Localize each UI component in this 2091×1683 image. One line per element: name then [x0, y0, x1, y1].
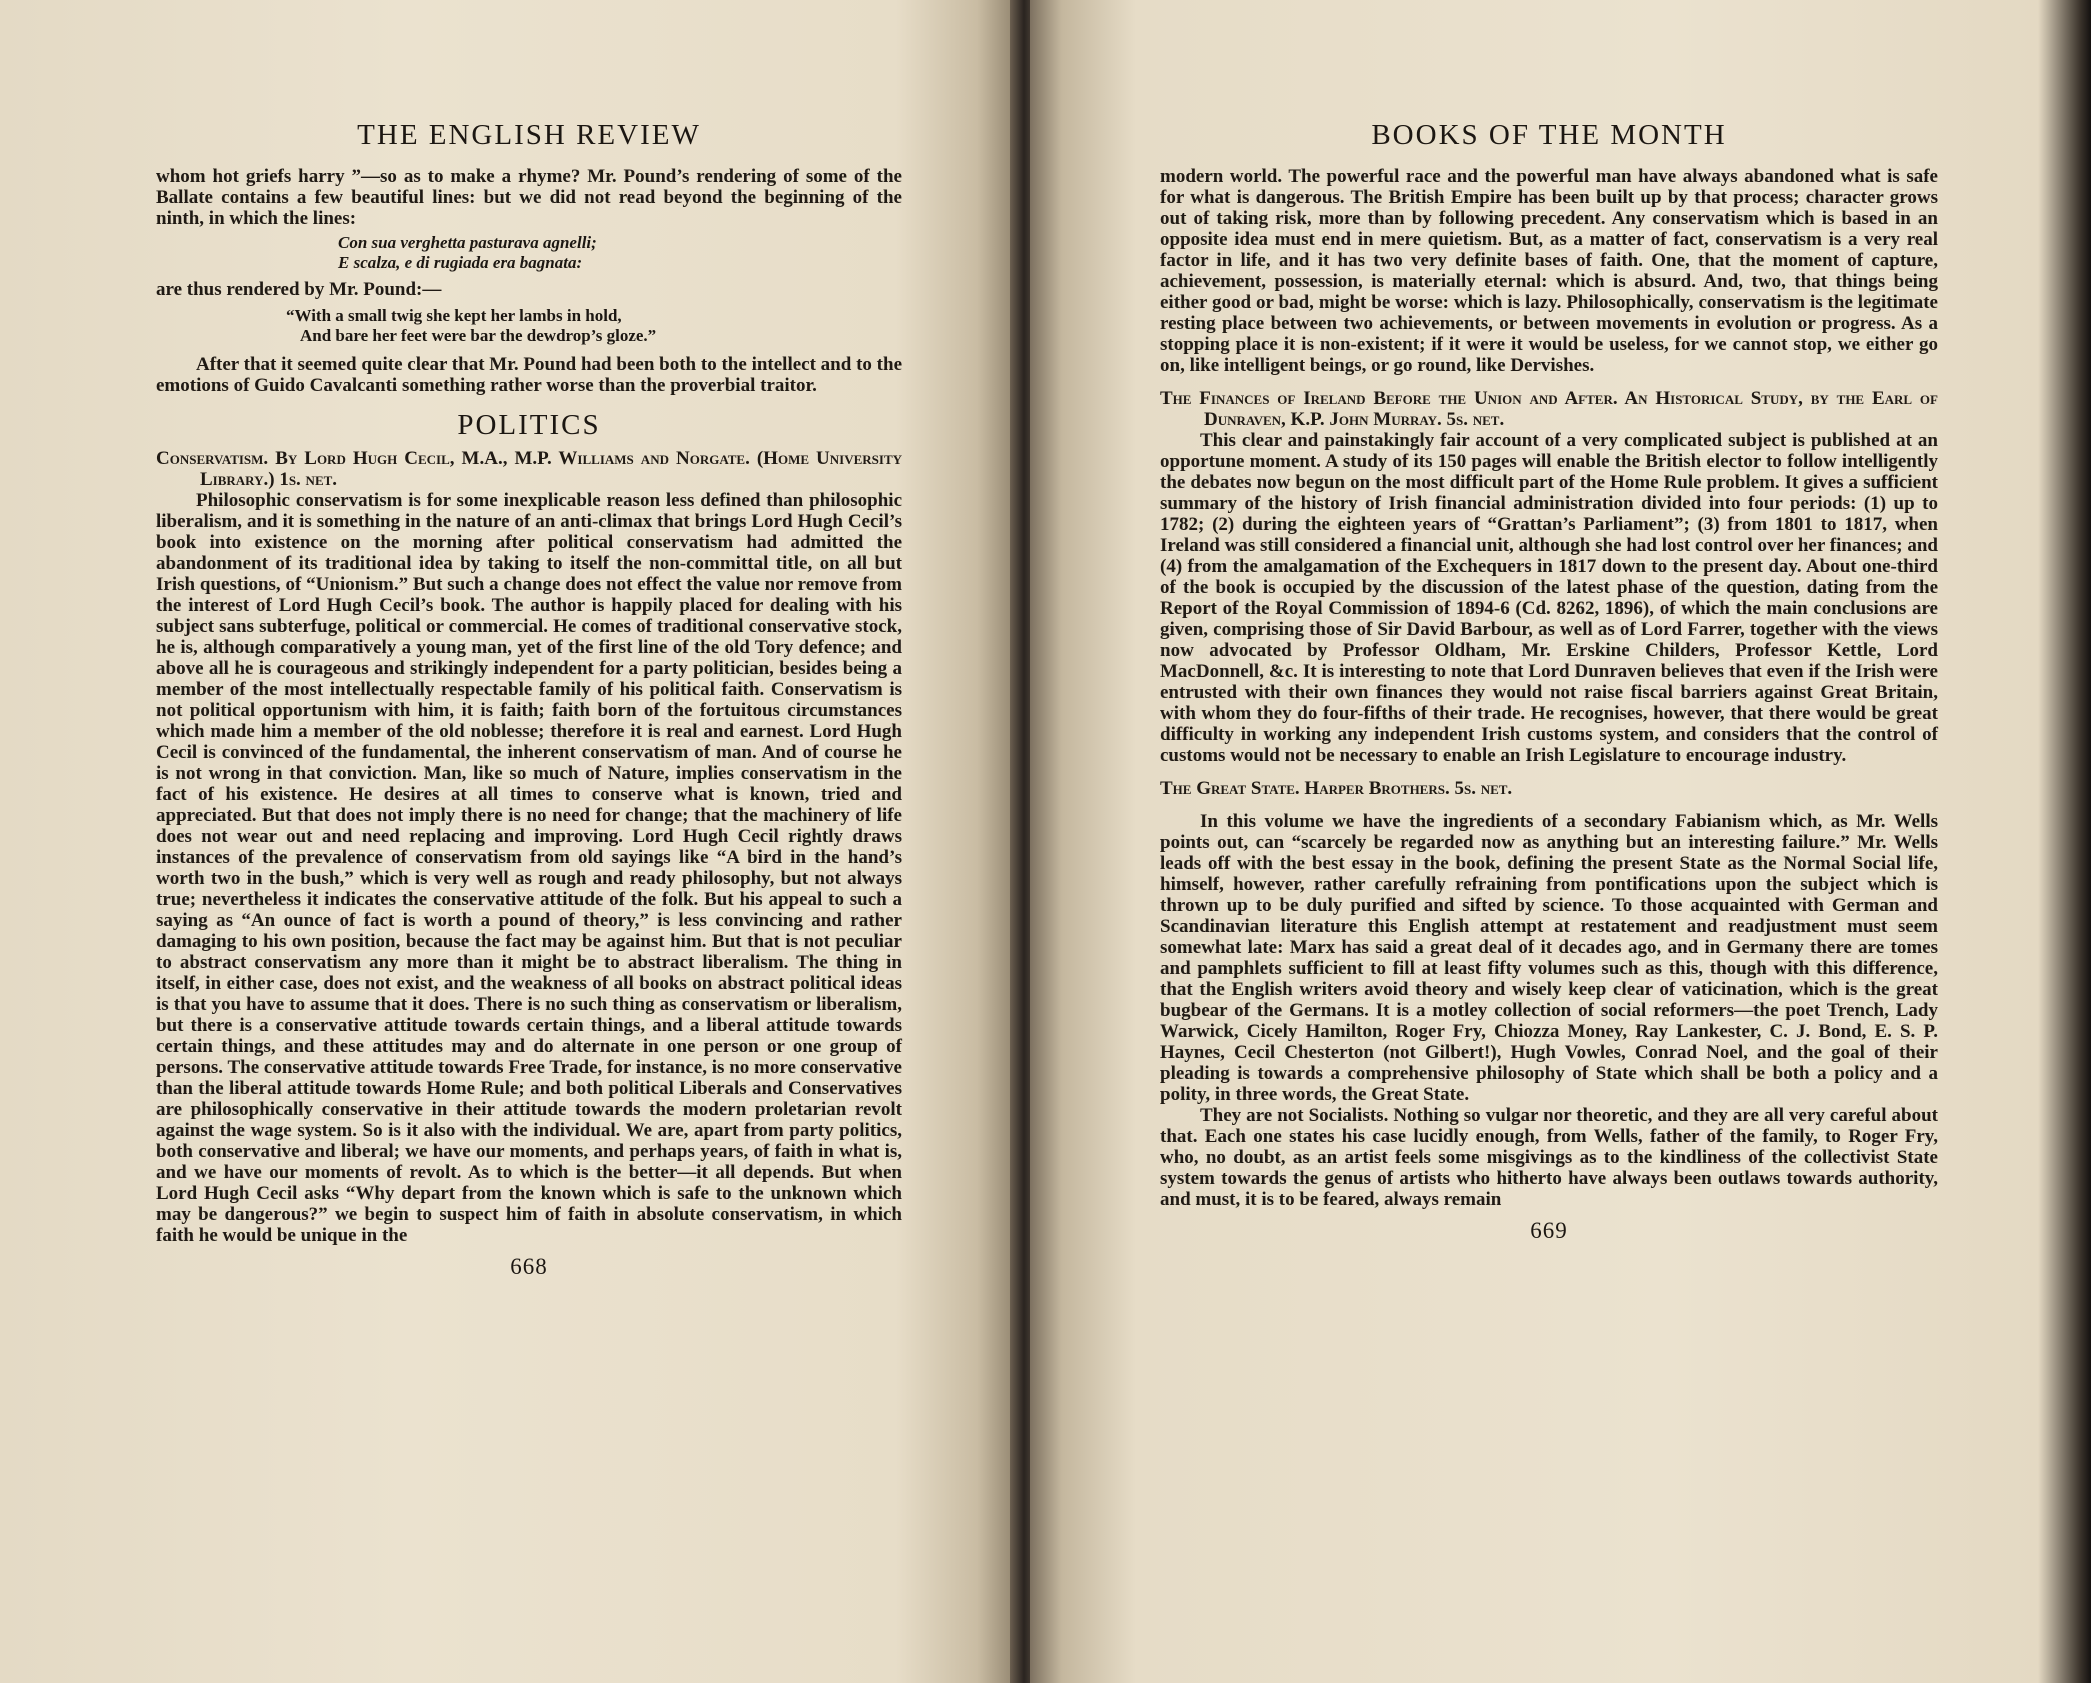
left-text — [156, 166, 902, 1246]
paragraph: After that it seemed quite clear that Mr. Pound had been both to the intellect and to the emotions of Guido Cavalcanti something rather worse than the proverbial traitor. — [156, 354, 902, 396]
page-number-left: 668 — [510, 1254, 548, 1279]
page-number-right: 669 — [1530, 1218, 1568, 1243]
verse-line: “With a small twig she kept her lambs in hold, — [286, 306, 622, 325]
section-title: POLITICS — [457, 409, 601, 441]
right-column — [1160, 118, 1938, 1244]
quote-line: Con sua verghetta pasturava agnelli; — [338, 233, 597, 252]
review-body: This clear and painstakingly fair account of a very complicated subject is published at an opportune moment. A study of its 150 pages will enable the British elector to follow intelligently the debates now begun on the most difficult part of the Home Rule problem. It gives a sufficient summary of the history of Irish financial administration divided into four periods: (1) up to 1782; (2) during the eighteen years of “Grattan’s Parliament”; (3) from 1801 to 1817, when Ireland was still considered a financial unit, although she had lost control over her finances; and (4) from the amalgamation of the Exchequers in 1817 down to the present day. About one-third of the book is occupied by the discussion of the latest phase of the question, dating from the Report of the Royal Commission of 1894-6 (Cd. 8262, 1896), of which the main conclusions are given, comprising those of Sir David Barbour, as well as of Lord Farrer, together with the views now advocated by Professor Oldham, Mr. Erskine Childers, Professor Kettle, Lord MacDonnell, &c. It is interesting to note that Lord Dunraven believes that even if the Irish were entrusted with their own finances they would not raise fiscal barriers against Great Britain, with whom they do four-fifths of their trade. He recognises, however, that there would be great difficulty in working any independent Irish customs system, and considers that the control of customs would not be necessary to enable an Irish Legislature to encourage industry. — [1160, 430, 1938, 766]
paragraph: whom hot griefs harry ”—so as to make a rhyme? Mr. Pound’s rendering of some of the Ballate contains a few beautiful lines: but we did not read beyond the beginning of the ninth, in which the lines: — [156, 166, 902, 229]
spacer — [1160, 376, 1938, 388]
review-body: They are not Socialists. Nothing so vulgar nor theoretic, and they are all very careful about that. Each one states his case lucidly enough, from Wells, father of the family, to Roger Fry, who, no doubt, as an artist feels some misgivings as to the kindliness of the collectivist State system towards the genus of artists who hitherto have always been outlaws towards authority, and must, it is to be feared, always remain — [1160, 1105, 1938, 1210]
paragraph: modern world. The powerful race and the powerful man have always abandoned what is safe for what is dangerous. The British Empire has been built up by that process; character grows out of taking risk, more than by following precedent. Any conservatism which is based in an opposite idea must end in mere quietism. But, as a matter of fact, conservatism is a very real factor in life, and it has two very definite bases of faith. One, that the moment of capture, achievement, possession, is materially eternal: which is absurd. And, two, that things being either good or bad, might be worse: which is lazy. Philosophically, conservatism is the legitimate resting place between two achievements, or between movements in evolution or progress. As a stopping place it is non-existent; if it were it would be useless, for we cannot stop, we either go on, like intelligent beings, or go round, like Dervishes. — [1160, 166, 1938, 376]
review-body: Philosophic conservatism is for some inexplicable reason less defined than philosophic liberalism, and it is something in the nature of an anti-climax that brings Lord Hugh Cecil’s book into existence on the morning after political conservatism had admitted the abandonment of its traditional idea by taking to itself the non-committal title, on all but Irish questions, of “Unionism.” But such a change does not effect the value nor remove from the interest of Lord Hugh Cecil’s book. The author is happily placed for dealing with his subject sans subterfuge, political or commercial. He comes of traditional conservative stock, he is, although comparatively a young man, yet of the first line of the old Tory defence; and above all he is courageous and strikingly independent for a party politician, besides being a member of the most intellectually respectable family of his political faith. Conservatism is not political opportunism with him, it is faith; faith born of the fortuitous circumstances which made him a member of the old noblesse; therefore it is real and earnest. Lord Hugh Cecil is convinced of the fundamental, the inherent conservatism of man. And of course he is not wrong in that conviction. Man, like so much of Nature, implies conservatism in the fact of his existence. He desires at all times to conserve what is known, tried and appreciated. But that does not imply there is no need for change; that the machinery of life does not wear out and need replacing and improving. Lord Hugh Cecil rightly draws instances of the prevalence of conservatism from old sayings like “A bird in the hand’s worth two in the bush,” which is very well as rough and ready philosophy, but not always true; nevertheless it indicates the conservative attitude of the folk. But his appeal to such a saying as “An ounce of fact is worth a pound of theory,” is less convincing and rather damaging to his own position, because the fact may be against him. But that is not peculiar to abstract conservatism any more than it might be to abstract liberalism. The thing in itself, in either case, does not exist, and the weakness of all books on abstract political ideas is that you have to assume that it does. There is no such thing as conservatism or liberalism, but there is a conservative attitude towards certain things, and a liberal attitude towards certain things, and these attitudes may and do alternate in one person or one group of persons. The conservative attitude towards Free Trade, for instance, is no more conservative than the liberal attitude towards Home Rule; and both political Liberals and Conservatives are philosophically conservative in their attitude towards the modern proletarian revolt against the wage system. So is it also with the individual. We are, apart from party politics, both conservative and liberal; we have our moments, and perhaps years, of faith in what is, and we have our moments of revolt. As to which is the better—it all depends. But when Lord Hugh Cecil asks “Why depart from the known which is safe to the unknown which may be dangerous?” we begin to suspect him of faith in absolute conservatism, in which faith he would be unique in the — [156, 490, 902, 1246]
paragraph: are thus rendered by Mr. Pound:— — [156, 279, 442, 300]
verse-translation — [286, 306, 902, 346]
verse-line: And bare her feet were bar the dewdrop’s gloze.” — [300, 326, 657, 345]
right-page — [1030, 0, 2091, 1683]
entry-heading: The Finances of Ireland Before the Union and After. An Historical Study, by the Earl of Dunraven, K.P. John Murray. 5s. net. — [1160, 388, 1938, 430]
running-head-right: BOOKS OF THE MONTH — [1371, 119, 1727, 151]
left-page — [0, 0, 1018, 1683]
italian-quote — [338, 233, 902, 273]
entry-heading: The Great State. Harper Brothers. 5s. net. — [1160, 778, 1513, 799]
left-column — [156, 118, 902, 1280]
spacer — [1160, 799, 1938, 811]
review-body: In this volume we have the ingredients of a secondary Fabianism which, as Mr. Wells points out, can “scarcely be regarded now as anything but an interesting failure.” Mr. Wells leads off with the best essay in the book, defining the present State as the Normal Social life, himself, however, rather carefully refraining from pontifications upon the subject which is thrown up to be duly purified and sifted by science. To those acquainted with German and Scandinavian literature this English attempt at restatement and readjustment must seem somewhat late: Marx has said a great deal of it decades ago, and in Germany there are tomes and pamphlets sufficient to fill at least fifty volumes such as this, though with this difference, that the English writers avoid theory and wisely keep clear of vaticination, which is the great bugbear of the Germans. It is a motley collection of social reformers—the poet Trench, Lady Warwick, Cicely Hamilton, Roger Fry, Chiozza Money, Ray Lankester, C. J. Bond, E. S. P. Haynes, Cecil Chesterton (not Gilbert!), Hugh Vowles, Conrad Noel, and the goal of their pleading is towards a comprehensive philosophy of State which shall be both a policy and a polity, in three words, the Great State. — [1160, 811, 1938, 1105]
entry-heading: Conservatism. By Lord Hugh Cecil, M.A., M.P. Williams and Norgate. (Home University Library.) 1s. net. — [156, 448, 902, 490]
quote-line: E scalza, e di rugiada era bagnata: — [338, 253, 583, 272]
spacer — [1160, 766, 1938, 778]
running-head-left: THE ENGLISH REVIEW — [357, 119, 701, 151]
right-text — [1160, 166, 1938, 1210]
